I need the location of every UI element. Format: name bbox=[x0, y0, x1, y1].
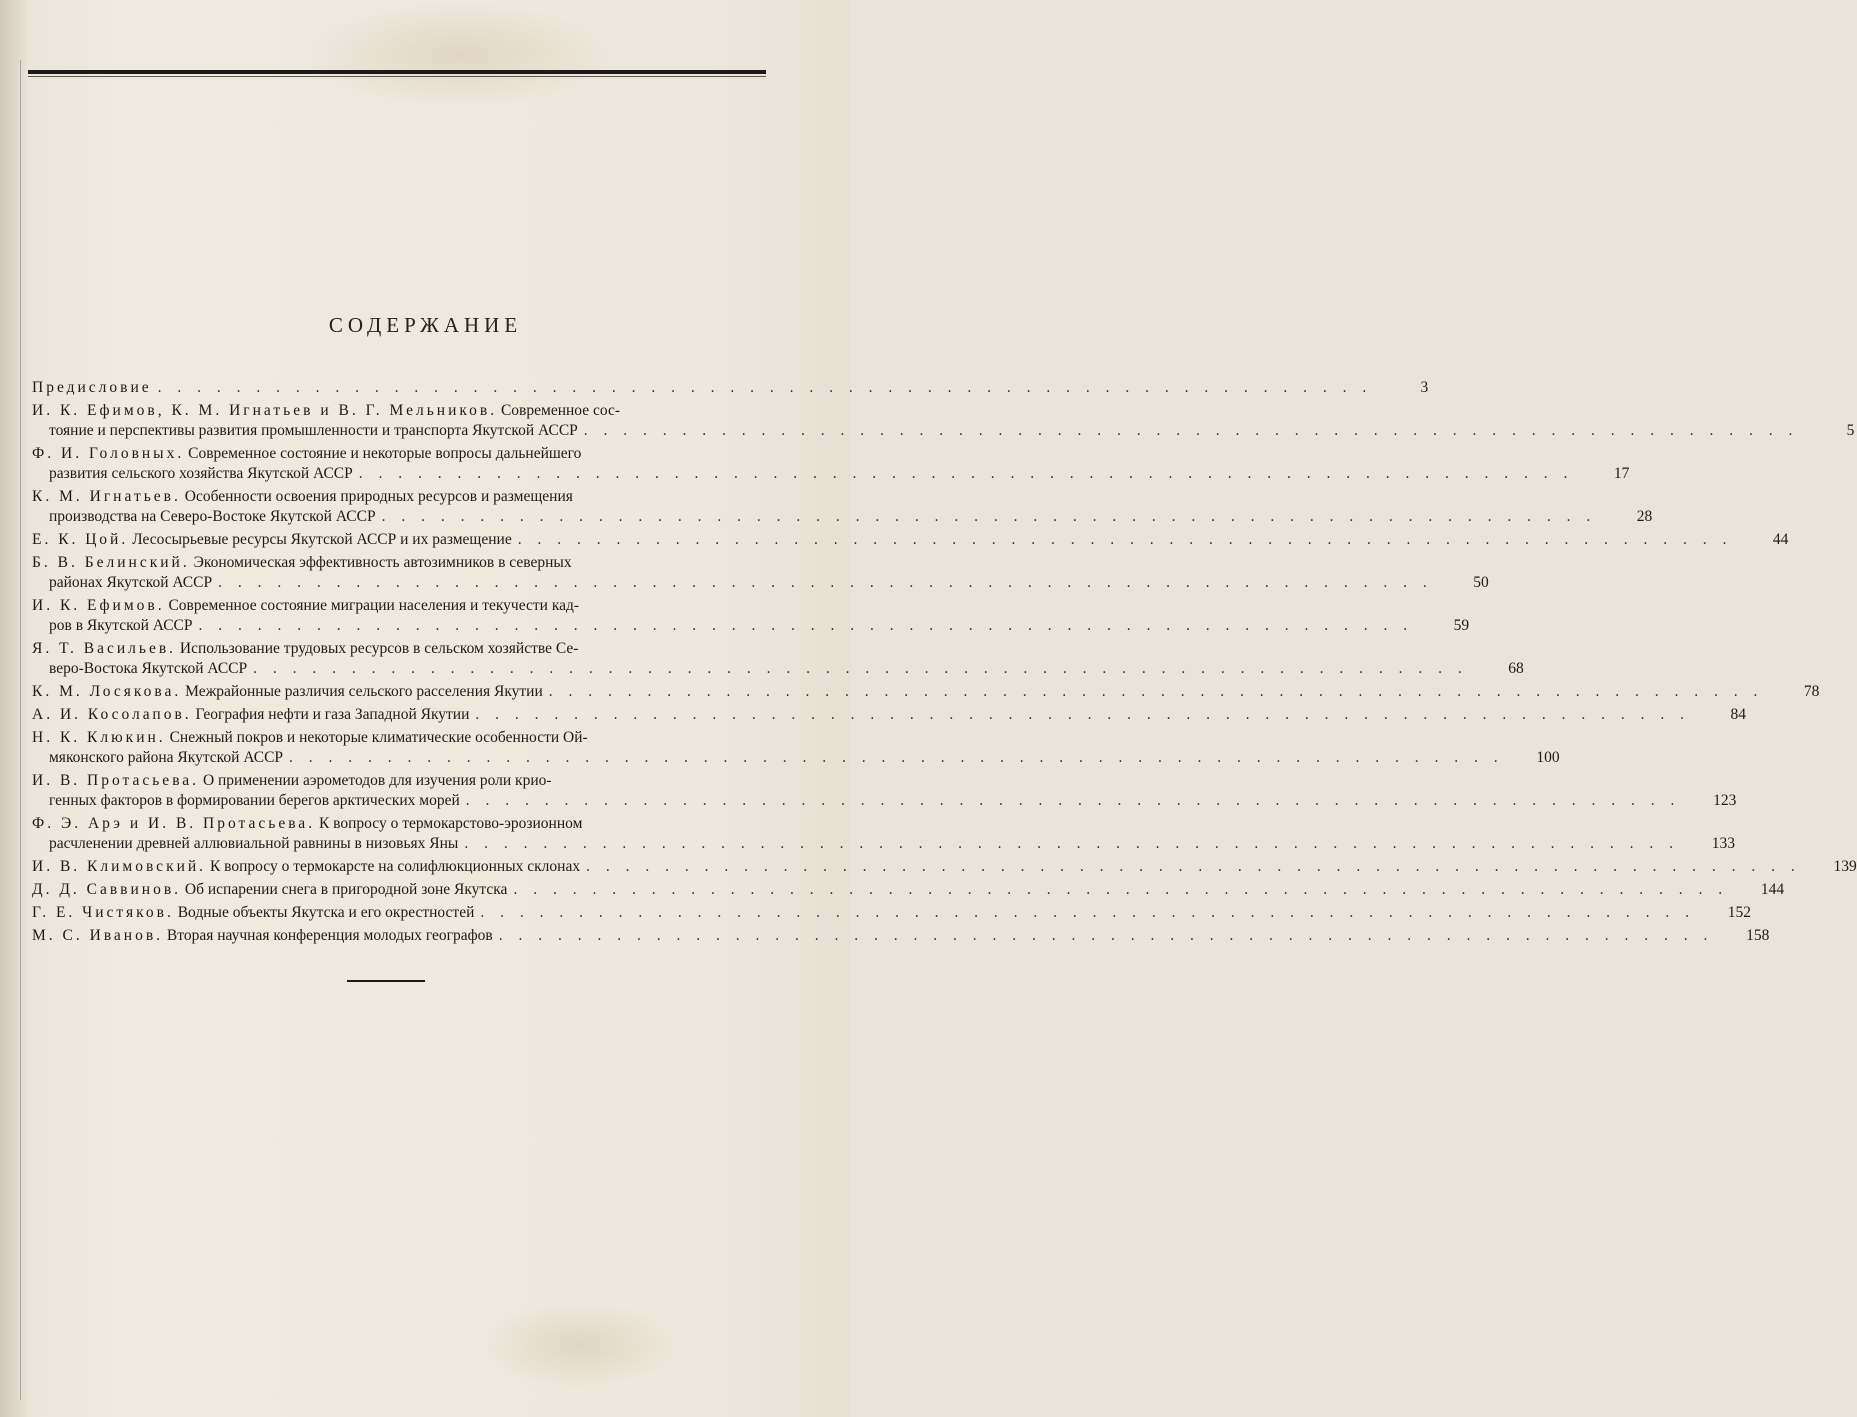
toc-entry-line bbox=[32, 596, 764, 616]
toc-entry-line bbox=[32, 814, 764, 834]
toc-entry-text bbox=[32, 401, 620, 421]
toc-entry-line bbox=[32, 421, 1855, 441]
toc-entry-author: И. В. Климовский. bbox=[32, 858, 207, 875]
toc-entry-line bbox=[32, 903, 1752, 923]
toc-entry-text bbox=[32, 444, 581, 464]
toc-page-number: 100 bbox=[1536, 749, 1560, 766]
toc-entry-author: К. М. Игнатьев. bbox=[32, 488, 181, 505]
toc-entry-text bbox=[49, 573, 212, 593]
toc-entry-line bbox=[32, 378, 1429, 398]
dot-leader: . . . . . . . . . . . . . . . . . . . . . . . . . . . . . . . . . . . . . . . . . . . . . . . . . . . . . . . . . . . . . . bbox=[480, 904, 1696, 921]
toc-entry bbox=[32, 728, 1560, 768]
toc-entry bbox=[32, 444, 1630, 484]
dot-leader: . . . . . . . . . . . . . . . . . . . . . . . . . . . . . . . . . . . . . . . . . . . . . . . . . . . . . . . . . . . . . . bbox=[218, 574, 1433, 591]
toc-entry-text bbox=[49, 616, 193, 636]
page-spine-shadow bbox=[0, 0, 28, 1417]
paper-stain bbox=[480, 1300, 680, 1390]
toc-entry-title: развития сельского хозяйства Якутской АССР bbox=[49, 465, 353, 482]
dot-leader: . . . . . . . . . . . . . . . . . . . . . . . . . . . . . . . . . . . . . . . . . . . . . . . . . . . . . . . . . . . . . . bbox=[465, 792, 1681, 809]
toc-entry-text bbox=[32, 926, 493, 946]
dot-leader: . . . . . . . . . . . . . . . . . . . . . . . . . . . . . . . . . . . . . . . . . . . . . . . . . . . . . . . . . . . . . . bbox=[475, 706, 1691, 723]
toc-entry-title: Лесосырьевые ресурсы Якутской АССР и их размещение bbox=[128, 531, 512, 548]
toc-entry-text bbox=[32, 639, 578, 659]
toc-entry-title: Современное состояние и некоторые вопросы дальнейшего bbox=[184, 445, 582, 462]
toc-page-number: 28 bbox=[1636, 508, 1653, 525]
toc-entry-author: Б. В. Белинский. bbox=[32, 554, 190, 571]
toc-entry bbox=[32, 553, 1489, 593]
toc-entry-line bbox=[32, 791, 1737, 811]
toc-entry-title: Снежный покров и некоторые климатические особенности Ой- bbox=[165, 729, 588, 746]
toc-entry-text bbox=[49, 421, 578, 441]
toc-entry-title: расчленении древней аллювиальной равнины в низовьях Яны bbox=[49, 835, 459, 852]
header-rule-thin bbox=[28, 76, 766, 77]
toc-entry-text bbox=[32, 596, 579, 616]
dot-leader: . . . . . . . . . . . . . . . . . . . . . . . . . . . . . . . . . . . . . . . . . . . . . . . . . . . . . . . . . . . . . . bbox=[583, 422, 1799, 439]
toc-entry-author: Я. Т. Васильев. bbox=[32, 640, 177, 657]
toc-entry-line bbox=[32, 401, 764, 421]
toc-page-number: 84 bbox=[1730, 706, 1747, 723]
table-of-contents bbox=[32, 378, 1857, 949]
toc-entry bbox=[32, 771, 1737, 811]
toc-entry-text bbox=[49, 659, 247, 679]
toc-entry-author: И. К. Ефимов, К. М. Игнатьев и В. Г. Мельников. bbox=[32, 402, 498, 419]
toc-entry-line bbox=[32, 507, 1653, 527]
toc-entry-line bbox=[32, 530, 1789, 550]
dot-leader: . . . . . . . . . . . . . . . . . . . . . . . . . . . . . . . . . . . . . . . . . . . . . . . . . . . . . . . . . . . . . . bbox=[253, 660, 1468, 677]
toc-entry-text bbox=[32, 857, 580, 877]
toc-entry-title: Использование трудовых ресурсов в сельском хозяйстве Се- bbox=[176, 640, 579, 657]
toc-entry-title: ров в Якутской АССР bbox=[49, 617, 193, 634]
toc-entry-text bbox=[49, 464, 353, 484]
toc-entry-title: География нефти и газа Западной Якутии bbox=[191, 706, 470, 723]
header-rule bbox=[28, 70, 766, 74]
toc-entry bbox=[32, 596, 1470, 636]
toc-entry-author: Д. Д. Саввинов. bbox=[32, 881, 182, 898]
toc-entry-title: К вопросу о термокарсте на солифлюкционных склонах bbox=[206, 858, 581, 875]
dot-leader: . . . . . . . . . . . . . . . . . . . . . . . . . . . . . . . . . . . . . . . . . . . . . . . . . . . . . . . . . . . . . . bbox=[358, 465, 1574, 482]
dot-leader: . . . . . . . . . . . . . . . . . . . . . . . . . . . . . . . . . . . . . . . . . . . . . . . . . . . . . . . . . . . . . . bbox=[381, 508, 1597, 525]
toc-entry-author: К. М. Лосякова. bbox=[32, 683, 182, 700]
toc-entry bbox=[32, 639, 1524, 679]
toc-page-number: 152 bbox=[1727, 904, 1752, 921]
toc-entry-text bbox=[32, 682, 543, 702]
toc-entry-line bbox=[32, 834, 1735, 854]
toc-entry bbox=[32, 926, 1770, 946]
toc-entry-line bbox=[32, 444, 764, 464]
toc-page-number: 78 bbox=[1803, 683, 1820, 700]
toc-entry-author: Г. Е. Чистяков. bbox=[32, 904, 174, 921]
toc-page-number: 50 bbox=[1473, 574, 1489, 591]
toc-entry-text bbox=[32, 705, 469, 725]
paper-stain bbox=[300, 0, 620, 110]
toc-entry bbox=[32, 705, 1747, 725]
toc-entry-text bbox=[49, 748, 283, 768]
toc-page-number: 139 bbox=[1833, 858, 1857, 875]
toc-entry-text bbox=[32, 487, 573, 507]
toc-page-number: 68 bbox=[1508, 660, 1524, 677]
toc-page-number: 17 bbox=[1613, 465, 1630, 482]
toc-entry-text bbox=[32, 771, 552, 791]
toc-entry-author: Ф. Э. Арэ и И. В. Протасьева. bbox=[32, 815, 316, 832]
dot-leader: . . . . . . . . . . . . . . . . . . . . . . . . . . . . . . . . . . . . . . . . . . . . . . . . . . . . . . . . . . . . . . bbox=[289, 749, 1504, 766]
dot-leader: . . . . . . . . . . . . . . . . . . . . . . . . . . . . . . . . . . . . . . . . . . . . . . . . . . . . . . . . . . . . . . bbox=[548, 683, 1764, 700]
toc-entry bbox=[32, 378, 1429, 398]
toc-entry bbox=[32, 530, 1789, 550]
toc-entry-title: производства на Северо-Востоке Якутской АССР bbox=[49, 508, 376, 525]
toc-entry bbox=[32, 814, 1735, 854]
toc-entry-text bbox=[32, 814, 582, 834]
toc-entry-line bbox=[32, 487, 764, 507]
toc-entry-line bbox=[32, 857, 1857, 877]
dot-leader: . . . . . . . . . . . . . . . . . . . . . . . . . . . . . . . . . . . . . . . . . . . . . . . . . . . . . . . . . . . . . . bbox=[498, 927, 1714, 944]
toc-entry-title: Водные объекты Якутска и его окрестностей bbox=[173, 904, 475, 921]
toc-entry-line bbox=[32, 659, 1524, 679]
toc-entry-line bbox=[32, 728, 764, 748]
toc-page-number: 3 bbox=[1420, 379, 1429, 396]
toc-entry bbox=[32, 487, 1653, 527]
toc-entry-author: Ф. И. Головных. bbox=[32, 445, 185, 462]
toc-entry-text bbox=[49, 791, 460, 811]
toc-entry-text bbox=[32, 553, 572, 573]
toc-entry-title: Межрайонные различия сельского расселения Якутии bbox=[181, 683, 543, 700]
toc-entry-line bbox=[32, 771, 764, 791]
toc-entry bbox=[32, 903, 1752, 923]
toc-entry-author: И. В. Протасьева. bbox=[32, 772, 200, 789]
dot-leader: . . . . . . . . . . . . . . . . . . . . . . . . . . . . . . . . . . . . . . . . . . . . . . . . . . . . . . . . . . . . . . bbox=[464, 835, 1679, 852]
toc-entry-author: И. К. Ефимов. bbox=[32, 597, 165, 614]
toc-page-number: 158 bbox=[1746, 927, 1770, 944]
toc-entry bbox=[32, 682, 1820, 702]
toc-entry-title: Экономическая эффективность автозимников в северных bbox=[189, 554, 572, 571]
toc-entry-title: К вопросу о термокарстово-эрозионном bbox=[315, 815, 583, 832]
closing-rule bbox=[347, 980, 425, 982]
toc-entry bbox=[32, 880, 1785, 900]
toc-entry-text bbox=[32, 903, 474, 923]
dot-leader: . . . . . . . . . . . . . . . . . . . . . . . . . . . . . . . . . . . . . . . . . . . . . . . . . . . . . . . . . . . . . . bbox=[517, 531, 1733, 548]
toc-entry-line bbox=[32, 573, 1489, 593]
page-fold-line bbox=[20, 60, 21, 1400]
toc-entry-author: Предисловие bbox=[32, 379, 152, 396]
toc-entry-author: Е. К. Цой. bbox=[32, 531, 129, 548]
toc-entry-line bbox=[32, 639, 764, 659]
toc-entry-title: генных факторов в формировании берегов арктических морей bbox=[49, 792, 460, 809]
toc-page-number: 44 bbox=[1772, 531, 1789, 548]
toc-entry-title: О применении аэрометодов для изучения роли крио- bbox=[199, 772, 552, 789]
toc-entry-text bbox=[32, 728, 588, 748]
toc-entry-title: мяконского района Якутской АССР bbox=[49, 749, 284, 766]
toc-entry-title: Особенности освоения природных ресурсов и размещения bbox=[180, 488, 573, 505]
toc-entry-line bbox=[32, 553, 764, 573]
toc-entry-title: Вторая научная конференция молодых географов bbox=[163, 927, 493, 944]
dot-leader: . . . . . . . . . . . . . . . . . . . . . . . . . . . . . . . . . . . . . . . . . . . . . . . . . . . . . . . . . . . . . . bbox=[586, 858, 1801, 875]
toc-entry-title: тояние и перспективы развития промышленности и транспорта Якутской АССР bbox=[49, 422, 578, 439]
toc-entry-text bbox=[32, 378, 152, 398]
toc-entry-line bbox=[32, 880, 1785, 900]
dot-leader: . . . . . . . . . . . . . . . . . . . . . . . . . . . . . . . . . . . . . . . . . . . . . . . . . . . . . . . . . . . . . . bbox=[198, 617, 1414, 634]
dot-leader: . . . . . . . . . . . . . . . . . . . . . . . . . . . . . . . . . . . . . . . . . . . . . . . . . . . . . . . . . . . . . . bbox=[513, 881, 1729, 898]
toc-entry-title: районах Якутской АССР bbox=[49, 574, 213, 591]
toc-page-number: 59 bbox=[1453, 617, 1470, 634]
toc-entry-author: А. И. Косолапов. bbox=[32, 706, 192, 723]
toc-page-number: 5 bbox=[1846, 422, 1855, 439]
toc-entry bbox=[32, 401, 1855, 441]
toc-entry-text bbox=[32, 880, 507, 900]
toc-entry bbox=[32, 857, 1857, 877]
toc-entry-line bbox=[32, 682, 1820, 702]
toc-page-number: 144 bbox=[1760, 881, 1785, 898]
toc-entry-title: Об испарении снега в пригородной зоне Якутска bbox=[181, 881, 508, 898]
toc-entry-author: Н. К. Клюкин. bbox=[32, 729, 166, 746]
toc-entry-author: М. С. Иванов. bbox=[32, 927, 164, 944]
toc-entry-line bbox=[32, 705, 1747, 725]
toc-entry-line bbox=[32, 616, 1470, 636]
toc-entry-text bbox=[49, 834, 458, 854]
toc-entry-line bbox=[32, 926, 1770, 946]
toc-entry-title: Современное сос- bbox=[497, 402, 621, 419]
toc-entry-text bbox=[32, 530, 512, 550]
dot-leader: . . . . . . . . . . . . . . . . . . . . . . . . . . . . . . . . . . . . . . . . . . . . . . . . . . . . . . . . . . . . . . bbox=[157, 379, 1373, 396]
page-title: СОДЕРЖАНИЕ bbox=[328, 313, 523, 337]
toc-entry-text bbox=[49, 507, 376, 527]
toc-entry-title: Современное состояние миграции населения и текучести кад- bbox=[164, 597, 580, 614]
toc-page-number: 123 bbox=[1713, 792, 1737, 809]
toc-entry-line bbox=[32, 464, 1630, 484]
toc-entry-line bbox=[32, 748, 1560, 768]
toc-entry-title: веро-Востока Якутской АССР bbox=[49, 660, 248, 677]
toc-page-number: 133 bbox=[1711, 835, 1735, 852]
